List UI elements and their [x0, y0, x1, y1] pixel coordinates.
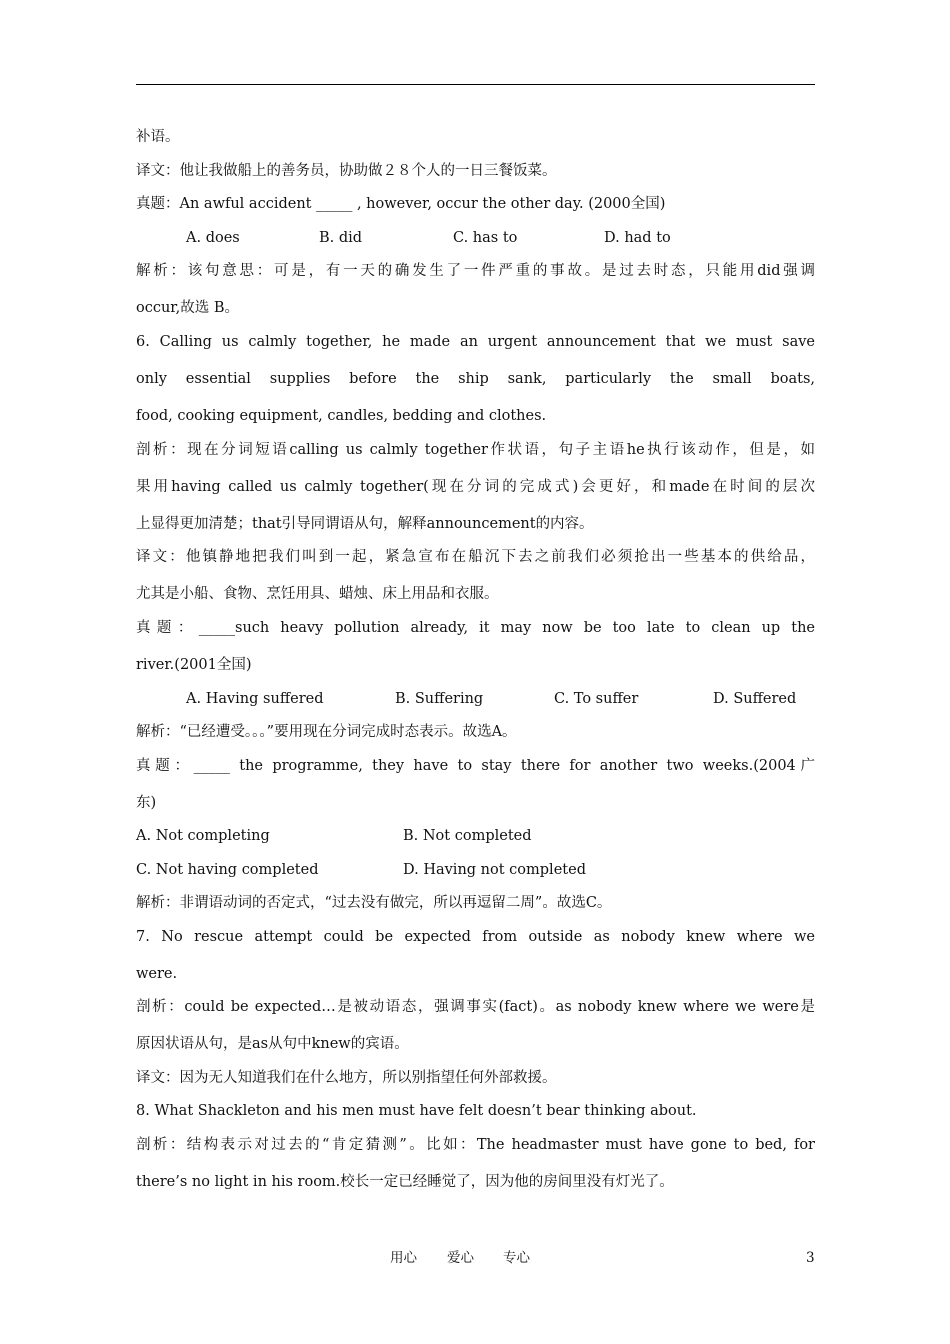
text-line: food, cooking equipment, candles, bedding and clothes.: [136, 408, 547, 424]
option-b: B. Not completed: [403, 828, 532, 844]
option-b: B. did: [319, 230, 363, 246]
text-line: 解析：“已经遭受。。。”要用现在分词完成时态表示。故选A。: [136, 724, 517, 740]
text-line: 译文：因为无人知道我们在什么地方，所以别指望任何外部救援。: [136, 1070, 557, 1086]
option-c: C. To suffer: [554, 691, 639, 707]
footer-motto-2: 爱心: [447, 1250, 474, 1266]
text-line: 真题：_____ the programme, they have to stay there for another two weeks.(2004广: [136, 758, 815, 774]
text-line: 译文：他让我做船上的善务员，协助做２８个人的一日三餐饭菜。: [136, 163, 557, 179]
header-rule: [136, 84, 815, 85]
page-number: 3: [806, 1250, 815, 1266]
text-line: 尤其是小船、食物、烹饪用具、蜡烛、床上用品和衣服。: [136, 586, 499, 602]
text-line: 译文：他镇静地把我们叫到一起，紧急宣布在船沉下去之前我们必须抢出一些基本的供给品，: [136, 549, 815, 565]
text-line: 剖析：结构表示对过去的“肯定猜测”。比如：The headmaster must have gone to bed, for: [136, 1137, 815, 1153]
text-line: 原因状语从句，是as从句中knew的宾语。: [136, 1036, 409, 1052]
text-line: 上显得更加清楚；that引导同谓语从句，解释announcement的内容。: [136, 516, 594, 532]
text-line: 8. What Shackleton and his men must have felt doesn’t bear thinking about.: [136, 1103, 697, 1119]
text-line: 真题：An awful accident _____ , however, occur the other day. (2000全国): [136, 196, 666, 212]
option-a: A. Not completing: [136, 828, 270, 844]
text-line: 东): [136, 795, 157, 811]
option-d: D. Suffered: [713, 691, 797, 707]
footer-motto-3: 专心: [503, 1250, 530, 1266]
footer-motto-1: 用心: [390, 1250, 417, 1266]
option-c: C. Not having completed: [136, 862, 319, 878]
text-line: 真题：_____such heavy pollution already, it may now be too late to clean up the: [136, 620, 815, 636]
text-line: 补语。: [136, 129, 180, 145]
option-a: A. Having suffered: [186, 691, 324, 707]
text-line: 剖析：could be expected…是被动语态，强调事实(fact)。as nobody knew where we were是: [136, 999, 815, 1015]
text-line: 6. Calling us calmly together, he made an urgent announcement that we must save: [136, 334, 815, 350]
text-line: 解析：该句意思：可是，有一天的确发生了一件严重的事故。是过去时态，只能用did强调: [136, 263, 815, 279]
text-line: 7. No rescue attempt could be expected from outside as nobody knew where we: [136, 929, 815, 945]
option-d: D. Having not completed: [403, 862, 586, 878]
text-line: there’s no light in his room.校长一定已经睡觉了，因为他的房间里没有灯光了。: [136, 1174, 674, 1190]
option-d: D. had to: [604, 230, 671, 246]
text-line: only essential supplies before the ship sank, particularly the small boats,: [136, 371, 815, 387]
text-line: 果用having called us calmly together(现在分词的完成式)会更好，和made在时间的层次: [136, 479, 815, 495]
option-a: A. does: [186, 230, 240, 246]
option-b: B. Suffering: [395, 691, 484, 707]
text-line: 剖析：现在分词短语calling us calmly together作状语，句子主语he执行该动作，但是，如: [136, 442, 815, 458]
option-c: C. has to: [453, 230, 518, 246]
text-line: were.: [136, 966, 178, 982]
text-line: river.(2001全国): [136, 657, 252, 673]
text-line: 解析：非谓语动词的否定式，“过去没有做完，所以再逗留二周”。故选C。: [136, 895, 612, 911]
text-line: occur,故选 B。: [136, 300, 240, 316]
